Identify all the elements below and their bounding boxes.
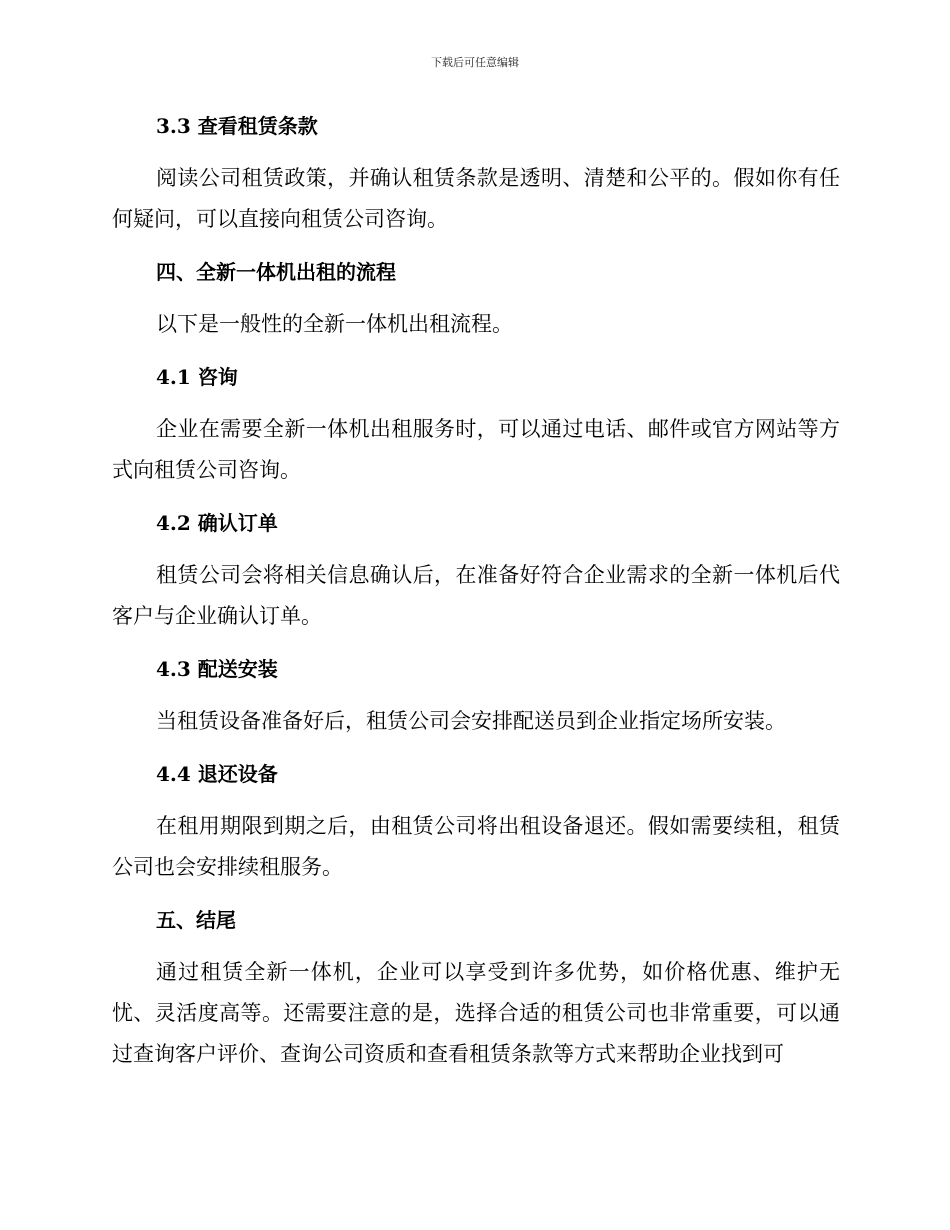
paragraph-section-5: 通过租赁全新一体机，企业可以享受到许多优势，如价格优惠、维护无忧、灵活度高等。还需要注意的是，选择合适的租赁公司也非常重要，可以通过查询客户评价、查询公司资质和查看租赁条款等方式来帮助企业找到可 <box>112 960 840 1066</box>
paragraph-4-3: 当租赁设备准备好后，租赁公司会安排配送员到企业指定场所安装。 <box>156 709 786 733</box>
paragraph-3-3: 阅读公司租赁政策，并确认租赁条款是透明、清楚和公平的。假如你有任何疑问，可以直接向租赁公司咨询。 <box>112 166 840 231</box>
heading-3-3: 3.3 查看租赁条款 <box>156 114 318 138</box>
paragraph-4-2: 租赁公司会将相关信息确认后，在准备好符合企业需求的全新一体机后代客户与企业确认订单。 <box>112 563 840 628</box>
heading-4-1: 4.1 咨询 <box>156 365 238 389</box>
heading-4-2: 4.2 确认订单 <box>156 511 278 535</box>
heading-4-4: 4.4 退还设备 <box>156 762 278 786</box>
document-body <box>112 106 840 1075</box>
heading-section-5: 五、结尾 <box>156 908 236 932</box>
paragraph-4-1: 企业在需要全新一体机出租服务时，可以通过电话、邮件或官方网站等方式向租赁公司咨询。 <box>112 417 840 482</box>
header-note: 下载后可任意编辑 <box>431 56 519 69</box>
heading-4-3: 4.3 配送安装 <box>156 657 278 681</box>
heading-section-4: 四、全新一体机出租的流程 <box>156 260 396 284</box>
paragraph-section-4: 以下是一般性的全新一体机出租流程。 <box>156 312 513 336</box>
paragraph-4-4: 在租用期限到期之后，由租赁公司将出租设备退还。假如需要续租，租赁公司也会安排续租服务。 <box>112 814 840 879</box>
